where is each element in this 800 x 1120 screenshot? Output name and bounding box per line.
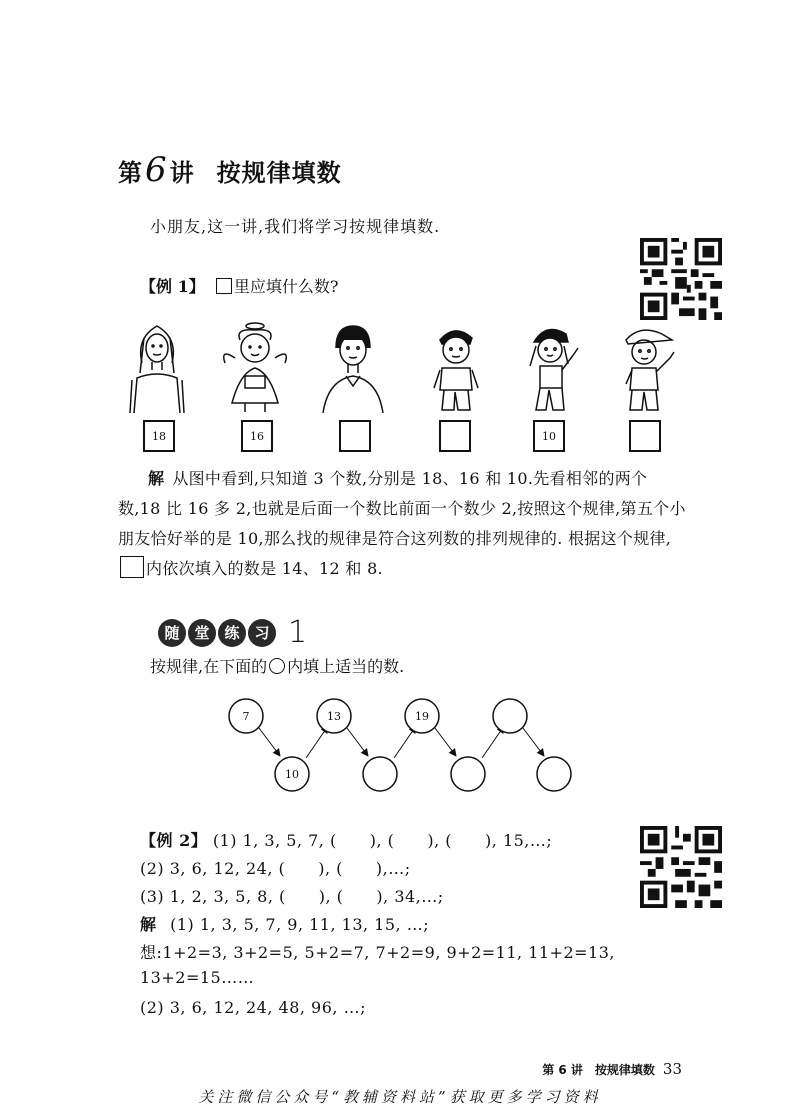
- page-number: 33: [662, 1060, 682, 1078]
- example1-question: 里应填什么数?: [233, 277, 339, 296]
- circle-symbol: [269, 658, 285, 674]
- lecture-title: 第6讲 按规律填数: [118, 150, 342, 190]
- answer-box-symbol: [120, 556, 144, 578]
- practice-badge: 随: [158, 619, 186, 647]
- example2-think1: 想:1+2=3, 3+2=5, 5+2=7, 7+2=9, 9+2=11, 11+2=13,: [140, 943, 615, 962]
- circle-bottom-3[interactable]: [451, 757, 485, 791]
- practice-heading: [158, 615, 307, 650]
- example2-sol1: (1) 1, 3, 5, 7, 9, 11, 13, 15, …;: [170, 915, 430, 934]
- practice-instruction: 按规律,在下面的 内填上适当的数.: [150, 657, 405, 676]
- qr-code-icon: [640, 238, 722, 320]
- number-box-4[interactable]: [439, 420, 471, 452]
- footer-label: 第 6 讲 按规律填数: [542, 1063, 655, 1077]
- circle-top-4[interactable]: [493, 699, 527, 733]
- example2-q2: (2) 3, 6, 12, 24, ( ), ( ),…;: [140, 859, 411, 878]
- practice-badge: 练: [218, 619, 246, 647]
- example1-heading: [140, 274, 338, 297]
- number-box-1: 18: [143, 420, 175, 452]
- arrow-line: [256, 724, 280, 756]
- example2-sol2: (2) 3, 6, 12, 24, 48, 96, …;: [140, 998, 366, 1017]
- example2-sol1-line: [140, 912, 429, 935]
- example2-label: 【例 2】: [140, 831, 208, 850]
- example2-q1: (1) 1, 3, 5, 7, ( ), ( ), ( ), 15,…;: [212, 831, 553, 850]
- circle-bottom-1-value: 10: [285, 768, 299, 781]
- arrow-line: [432, 724, 456, 756]
- number-box-6[interactable]: [629, 420, 661, 452]
- lecture-topic: 按规律填数: [216, 158, 342, 187]
- number-box-3[interactable]: [339, 420, 371, 452]
- example2-think1b: 13+2=15……: [140, 968, 255, 987]
- answer-box-symbol: [216, 278, 232, 294]
- example1-label: 【例 1】: [140, 277, 205, 296]
- practice-badge: 堂: [188, 619, 216, 647]
- example2-solution-label: 解: [140, 915, 157, 934]
- example2-q1-line: [140, 828, 552, 851]
- solution-label: 解: [148, 469, 165, 488]
- arrow-line: [520, 724, 544, 756]
- circle-top-2-value: 13: [327, 710, 341, 723]
- practice-number: 1: [288, 615, 308, 650]
- example1-solution: 解 从图中看到,只知道 3 个数,分别是 18、16 和 10.先看相邻的两个数,18 比 16 多 2,也就是后面一个数比前面一个数少 2,按照这个规律,第五个小朋友恰好举的是 10,那么找的规律是符合这列数的排列规律的. 根据这个规律,内依次填入的数是 14、12 和 8.: [118, 469, 686, 578]
- circle-bottom-2[interactable]: [363, 757, 397, 791]
- arrow-line: [344, 724, 368, 756]
- circle-top-1-value: 7: [242, 710, 250, 723]
- circle-top-3-value: 19: [415, 710, 429, 723]
- example2-q3: (3) 1, 2, 3, 5, 8, ( ), ( ), 34,…;: [140, 887, 444, 906]
- angel-girl-illustration: [220, 318, 290, 418]
- girl-short-hair-illustration: [318, 318, 388, 418]
- practice-badge: 习: [248, 619, 276, 647]
- circle-bottom-4[interactable]: [537, 757, 571, 791]
- page-footer: [542, 1060, 682, 1078]
- watermark-text: 关注微信公众号“教辅资料站”获取更多学习资料: [198, 1088, 602, 1106]
- number-box-5: 10: [533, 420, 565, 452]
- number-box-2: 16: [241, 420, 273, 452]
- boy-standing-illustration: [420, 318, 490, 418]
- qr-code-icon: [640, 826, 722, 908]
- girl-waving-illustration: [516, 318, 586, 418]
- zigzag-circle-diagram: [220, 692, 590, 802]
- intro-text: 小朋友,这一讲,我们将学习按规律填数.: [150, 217, 441, 236]
- boy-cap-waving-illustration: [612, 318, 682, 418]
- girl-long-hair-illustration: [122, 318, 192, 418]
